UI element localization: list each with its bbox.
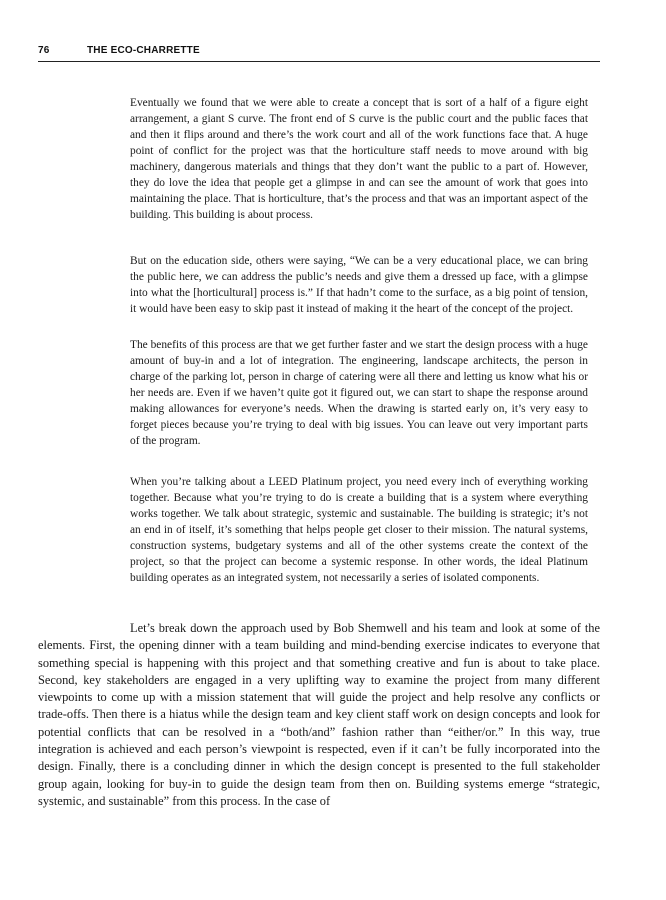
quote-paragraph: When you’re talking about a LEED Platinum project, you need every inch of everything working together. Because what you’re trying to do is create a building that is a system where everything works together. We talk about strategic, systemic and sustainable. The building is strategic; it’s not an end in of itself, it’s something that helps people get closer to their mission. The natural systems, construction systems, budgetary systems and all of the other systems create the context of the project, so that the project can become a systemic response. In other words, the ideal Platinum building operates as an integrated system, not necessarily a series of isolated components. (130, 476, 588, 584)
book-title: THE ECO-CHARRETTE (87, 45, 200, 56)
quote-paragraph: Eventually we found that we were able to create a concept that is sort of a half of a figure eight arrangement, a giant S curve. The front end of S curve is the public court and the public faces that and then it flips around and there’s the work court and all of the work functions face that. A huge point of conflict for the project was that the horticulture staff needs to move around with big machinery, dangerous materials and things that they don’t want the public to a part of. However, they do love the idea that people get a glimpse in and can see the amount of work that goes into maintaining the place. That is horticulture, that’s the process and that was an important aspect of the building. This building is about process. (130, 97, 588, 221)
quote-paragraph: The benefits of this process are that we get further faster and we start the design process with a huge amount of buy-in and a lot of integration. The engineering, landscape architects, the person in charge of the parking lot, person in charge of catering were all there and letting us know what his or her needs are. Even if we haven’t quite got it figured out, we can start to shape the response around making allowances for everyone’s needs. When the drawing is started early on, it’s very easy to forget pieces because you’re trying to deal with big issues. You can leave out very important parts of the program. (130, 339, 588, 447)
quote-paragraph: But on the education side, others were saying, “We can be a very educational place, we can bring the public here, we can address the public’s needs and give them a dressed up face, with a glimpse into what the [horticultural] process is.” If that hadn’t come to the surface, as a big point of tension, it would have been easy to skip past it instead of making it the heart of the concept of the project. (130, 255, 588, 315)
body-paragraph: Let’s break down the approach used by Bob Shemwell and his team and look at some of the elements. First, the opening dinner with a team building and mind-bending exercise indicates to everyone that something special is happening with this project and that something creative and fun is about to take place. Second, key stakeholders are engaged in a very uplifting way to examine the project from many different viewpoints to come up with a mission statement that will guide the project and help resolve any conflicts or trade-offs. Then there is a hiatus while the design team and key client staff work on design concepts and look for potential conflicts that can be resolved in a “both/and” fashion rather than “either/or.” In this way, true integration is achieved and each person’s viewpoint is respected, even if it can’t be fully incorporated into the design. Finally, there is a concluding dinner in which the design concept is presented to the full stakeholder group again, looking for buy-in to guide the design team from then on. Building systems emerge “strategic, systemic, and sustainable” from this process. In the case of (38, 621, 600, 808)
page-number: 76 (38, 45, 50, 56)
running-head (38, 43, 600, 62)
